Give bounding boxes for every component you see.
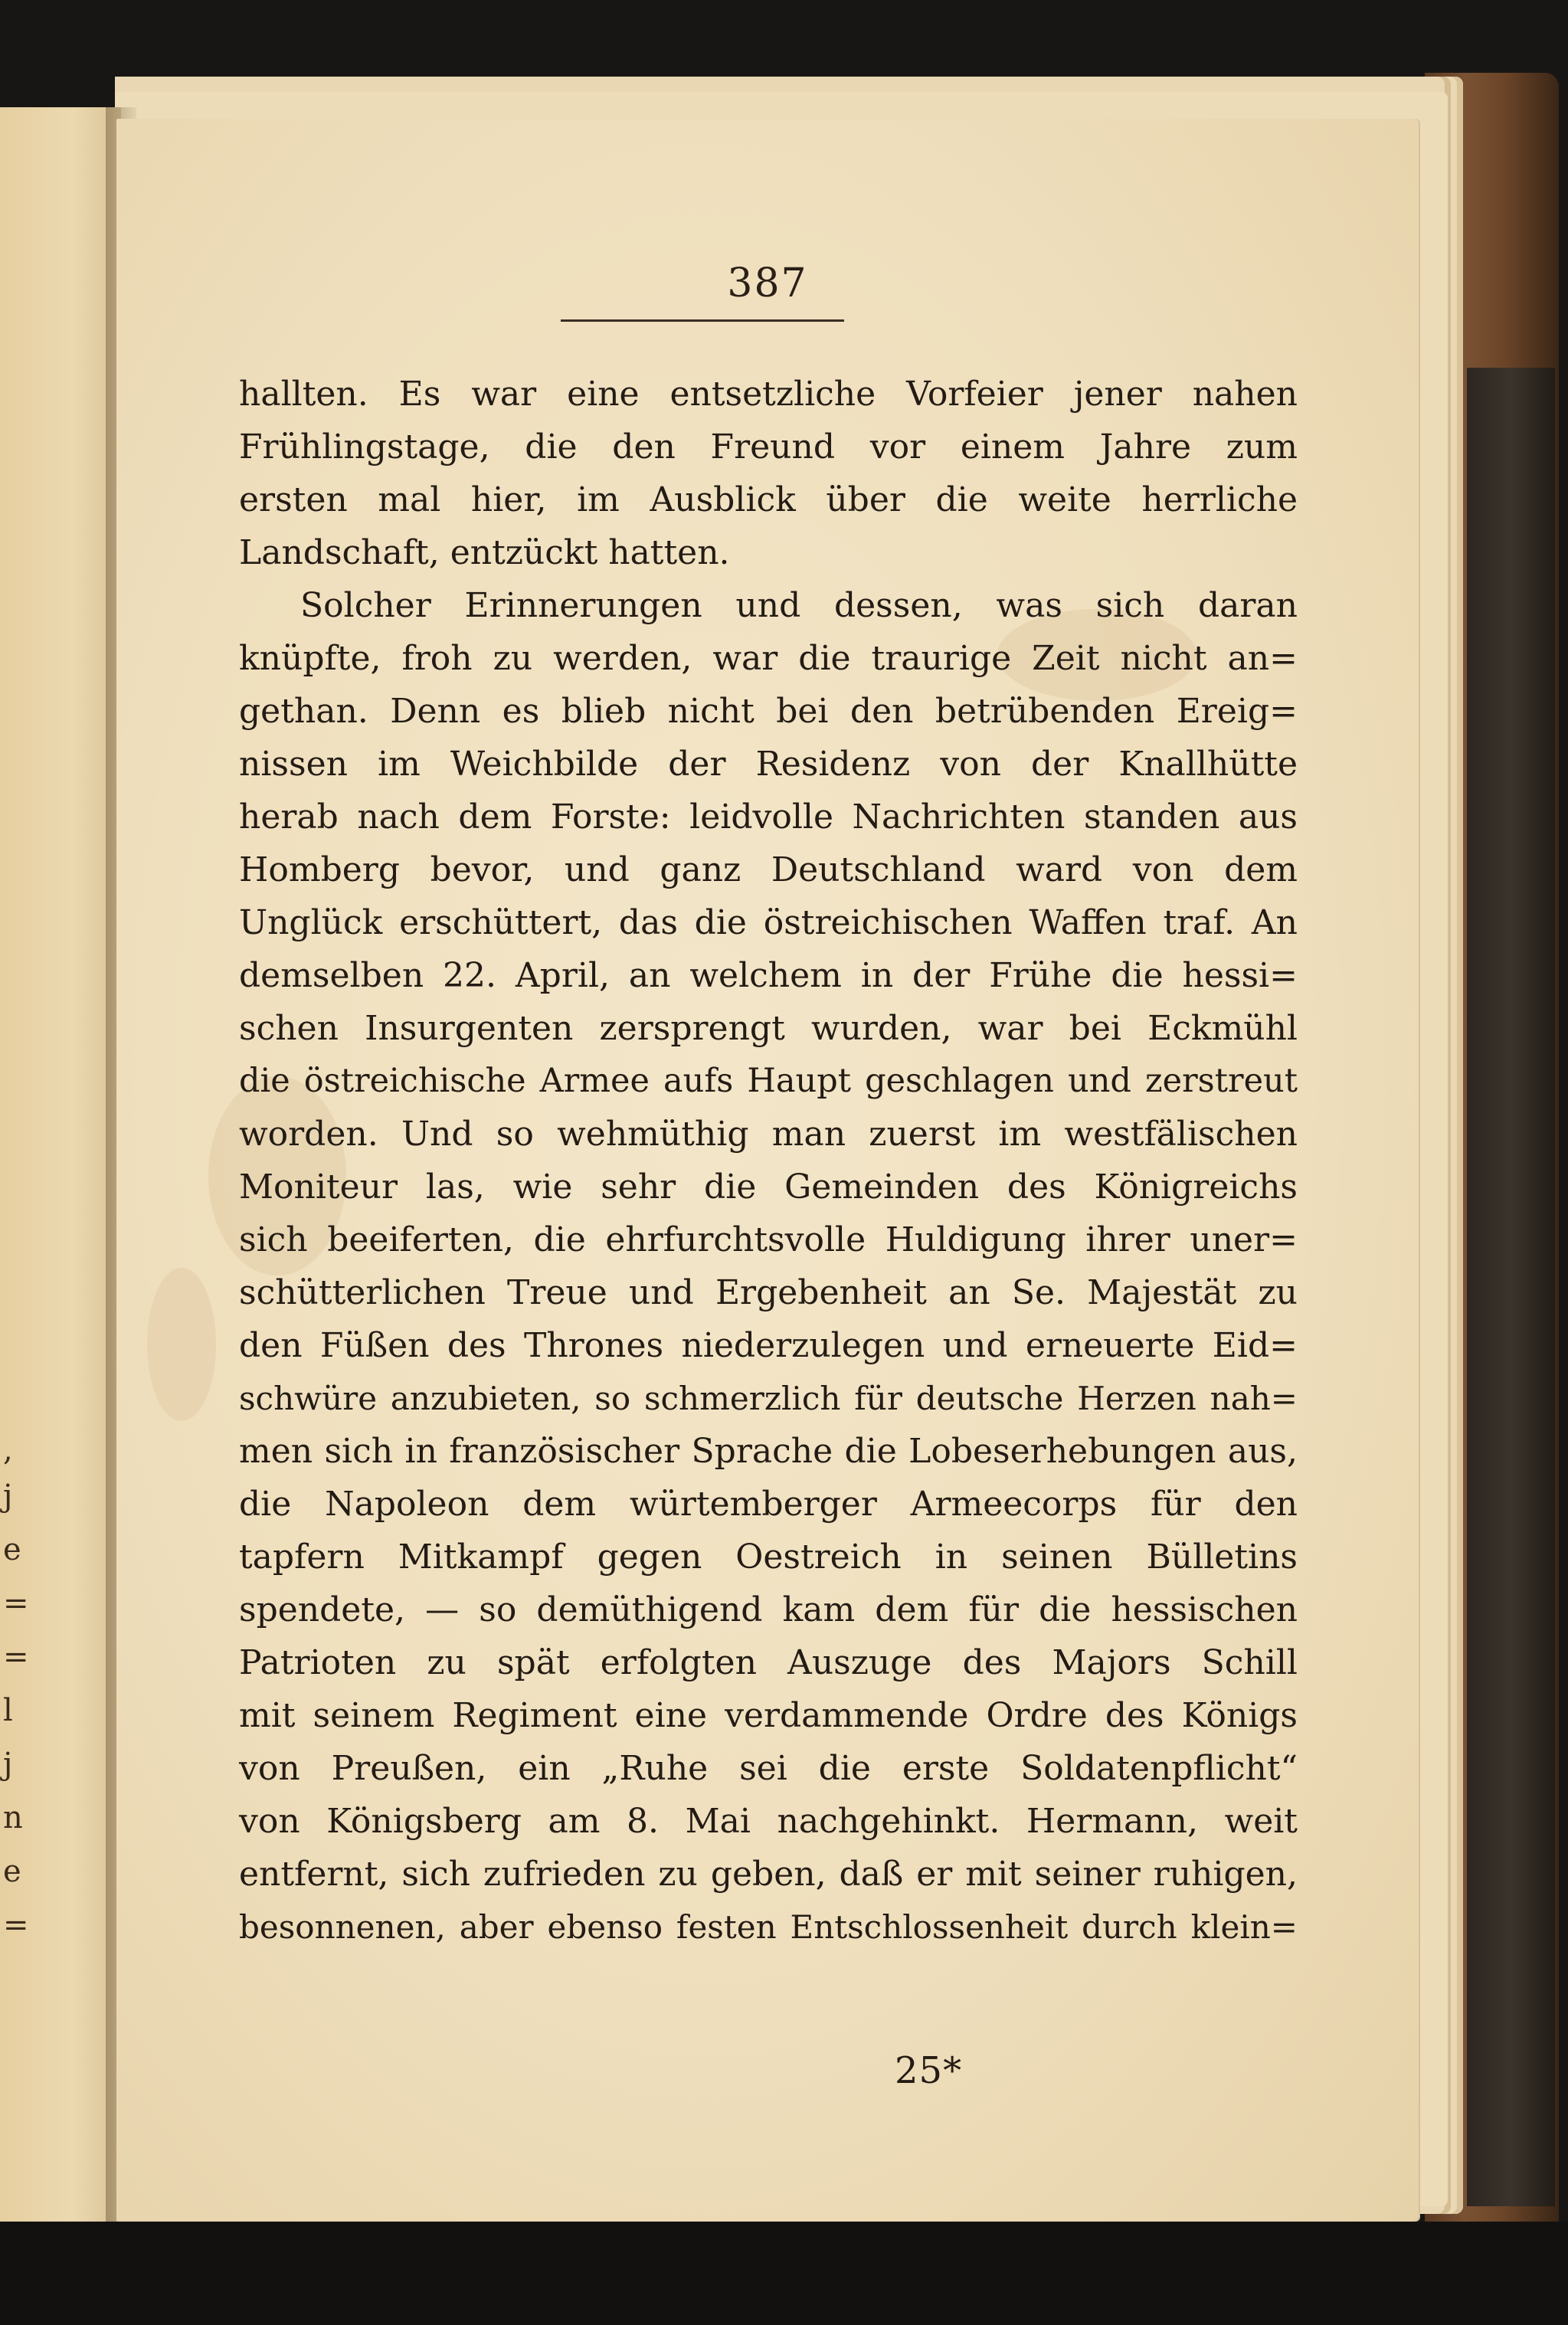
left-mark: n (3, 1800, 23, 1835)
text-line: herab nach dem Forste: leidvolle Nachrichten standen aus (239, 797, 1298, 837)
text-line: sich beeiferten, die ehrfurchtsvolle Huldigung ihrer uner= (239, 1220, 1298, 1259)
text-line: mit seinem Regiment eine verdammende Ordre des Königs (239, 1696, 1298, 1735)
left-mark: = (3, 1639, 29, 1675)
text-line: von Preußen, ein „Ruhe sei die erste Soldatenpflicht“ (239, 1749, 1298, 1788)
book-page (116, 119, 1419, 2222)
body-text (239, 368, 1298, 1953)
left-mark: j (3, 1747, 13, 1782)
text-line: schen Insurgenten zersprengt wurden, war bei Eckmühl (239, 1009, 1298, 1048)
left-mark: e (3, 1532, 21, 1567)
text-line: demselben 22. April, an welchem in der Frühe die hessi= (239, 956, 1298, 995)
book-cover-edge (1467, 368, 1555, 2206)
text-line: spendete, — so demüthigend kam dem für die hessischen (239, 1590, 1298, 1629)
paper-stain (147, 1268, 216, 1421)
text-line: tapfern Mitkampf gegen Oestreich in seinen Bülletins (239, 1537, 1298, 1577)
header-rule (561, 319, 844, 322)
left-mark: l (3, 1693, 13, 1728)
text-line: worden. Und so wehmüthig man zuerst im westfälischen (239, 1115, 1298, 1154)
text-line: men sich in französischer Sprache die Lobeserhebungen aus, (239, 1432, 1298, 1471)
text-line: nissen im Weichbilde der Residenz von der Knallhütte (239, 745, 1298, 784)
text-line: schütterlichen Treue und Ergebenheit an Se. Majestät zu (239, 1273, 1298, 1312)
text-line: hallten. Es war eine entsetzliche Vorfeier jener nahen (239, 375, 1298, 414)
text-line: Landschaft, entzückt hatten. (239, 533, 730, 572)
text-line: den Füßen des Thrones niederzulegen und erneuerte Eid= (239, 1326, 1298, 1365)
text-line: schwüre anzubieten, so schmerzlich für deutsche Herzen nah= (239, 1380, 1298, 1417)
text-line: knüpfte, froh zu werden, war die traurige Zeit nicht an= (239, 639, 1298, 678)
text-line: Moniteur las, wie sehr die Gemeinden des Königreichs (239, 1167, 1298, 1207)
left-mark: j (3, 1479, 13, 1514)
left-page-margin-text (0, 107, 31, 2222)
text-line: Unglück erschüttert, das die östreichischen Waffen traf. An (239, 903, 1298, 942)
text-line: Homberg bevor, und ganz Deutschland ward von dem (239, 850, 1298, 889)
text-line: die Napoleon dem würtemberger Armeecorps für den (239, 1485, 1298, 1524)
signature-mark: 25* (895, 2049, 963, 2092)
text-line: Patrioten zu spät erfolgten Auszuge des Majors Schill (239, 1643, 1298, 1682)
left-mark: e (3, 1854, 21, 1889)
left-mark: = (3, 1586, 29, 1621)
bottom-background (0, 2222, 1568, 2325)
text-line: besonnenen, aber ebenso festen Entschlossenheit durch klein= (239, 1908, 1298, 1946)
text-line: von Königsberg am 8. Mai nachgehinkt. Hermann, weit (239, 1802, 1298, 1841)
text-line: die östreichische Armee aufs Haupt geschlagen und zerstreut (239, 1062, 1298, 1100)
text-line: entfernt, sich zufrieden zu geben, daß er mit seiner ruhigen, (239, 1855, 1298, 1894)
page-number: 387 (727, 260, 808, 306)
text-line: Frühlingstage, die den Freund vor einem Jahre zum (239, 427, 1298, 467)
text-line: gethan. Denn es blieb nicht bei den betrübenden Ereig= (239, 692, 1298, 731)
left-mark: = (3, 1907, 29, 1943)
text-line: Solcher Erinnerungen und dessen, was sich daran (300, 586, 1298, 625)
left-mark: , (3, 1433, 13, 1468)
text-line: ersten mal hier, im Ausblick über die weite herrliche (239, 480, 1298, 519)
